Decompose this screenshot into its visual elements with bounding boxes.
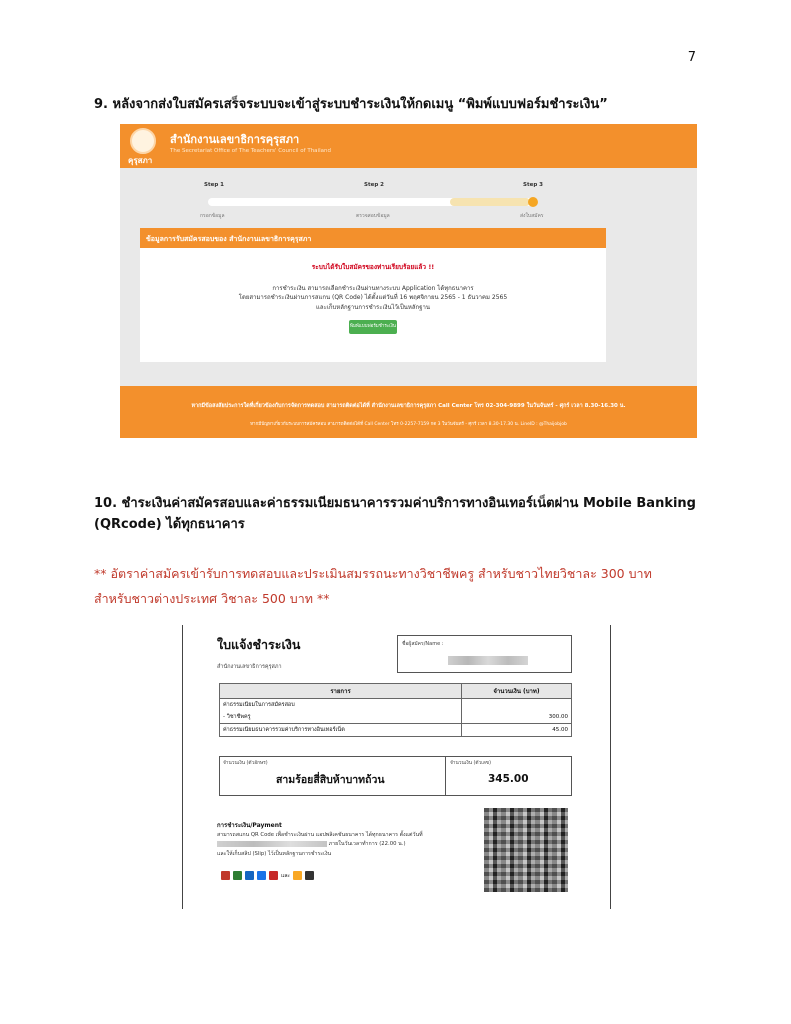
row-item: - วิชาชีพครู (220, 711, 462, 724)
footer-contact-2: หากมีปัญหาเกี่ยวกับระบบการสมัครสอบ สามารถติดต่อได้ที่ Call Center โทร 0-2257-7159 กด 3 ในวันจันทร์ - ศุกร์ เวลา 8.30-17.30 น. LineID : @Thaijobjob (250, 422, 567, 427)
amount-number-label: จำนวนเงิน (ตัวเลข) (450, 761, 491, 766)
row-item: ค่าธรรมเนียมในการสมัครสอบ (220, 699, 462, 712)
step-3-label: Step 3 (523, 182, 543, 188)
step-progress (120, 168, 697, 228)
amount-words: สามร้อยสี่สิบห้าบาทถ้วน (276, 774, 385, 786)
application-info-card (140, 228, 606, 362)
instruction-line-3: และเก็บหลักฐานการชำระเงินไว้เป็นหลักฐาน (316, 303, 430, 311)
name-label: ชื่อผู้สมัคร/Name : (402, 641, 444, 647)
fee-note-line-1: ** อัตราค่าสมัครเข้ารับการทดสอบและประเมินสมรรถนะทางวิชาชีพครู สำหรับชาวไทยวิชาละ 300 บาท (94, 566, 652, 581)
section-10-heading: 10. ชำระเงินค่าสมัครสอบและค่าธรรมเนียมธนาคารรวมค่าบริการทางอินเทอร์เน็ตผ่าน Mobile Banking (QRcode) ได้ทุกธนาคาร (94, 496, 696, 532)
progress-fill (450, 198, 530, 206)
bank-icon (245, 871, 254, 880)
fee-table (219, 683, 572, 737)
payment-title: การชำระเงิน/Payment (217, 822, 282, 829)
row-amount: 45.00 (462, 724, 572, 737)
applicant-name-box (397, 635, 572, 673)
step-3-sub: ส่งใบสมัคร (520, 213, 544, 219)
payment-invoice-screenshot (182, 625, 611, 909)
step-2-label: Step 2 (364, 182, 384, 188)
amount-words-label: จำนวนเงิน (ตัวอักษร) (223, 761, 268, 766)
instruction-line-2: โดยสามารถชำระเงินผ่านการสแกน (QR Code) ได้ตั้งแต่วันที่ 16 พฤศจิกายน 2565 - 1 ธันวาคม 2565 (238, 294, 508, 302)
logo-text: คุรุสภา (128, 156, 153, 165)
org-title: สำนักงานเลขาธิการคุรุสภา (170, 133, 300, 146)
bank-icon (293, 871, 302, 880)
invoice-org: สำนักงานเลขาธิการคุรุสภา (217, 664, 282, 670)
fee-note-line-2: สำหรับชาวต่างประเทศ วิชาละ 500 บาท ** (94, 591, 330, 606)
payment-instructions (140, 284, 606, 312)
table-row (220, 711, 572, 724)
council-logo-icon (130, 128, 156, 154)
row-item: ค่าธรรมเนียมธนาคารรวมค่าบริการทางอินเทอร์เน็ต (220, 724, 462, 737)
bank-icon-separator: และ (281, 872, 290, 879)
redacted-date (217, 841, 327, 847)
redacted-name (448, 656, 528, 665)
bank-icon (257, 871, 266, 880)
payment-line-1: สามารถสแกน QR Code เพื่อชำระเงินผ่าน แอปพลิเคชันธนาคาร ได้ทุกธนาคาร ตั้งแต่วันที่ (217, 832, 423, 838)
amount-words-cell (220, 757, 446, 795)
bank-icon (305, 871, 314, 880)
instruction-line-1: การชำระเงิน สามารถเลือกชำระเงินผ่านทางระบบ Application ได้ทุกธนาคาร (272, 285, 474, 292)
payment-line-3: และให้เก็บสลิป (Slip) ไว้เป็นหลักฐานการชำระเงิน (217, 850, 332, 857)
col-item-header: รายการ (220, 684, 462, 699)
fee-note (94, 561, 652, 611)
invoice-title: ใบแจ้งชำระเงิน (217, 637, 301, 652)
payment-line-2-wrap (217, 840, 477, 849)
qr-code-icon (484, 808, 568, 892)
row-amount (462, 699, 572, 712)
progress-current-dot (528, 197, 538, 207)
step-1-label: Step 1 (204, 182, 224, 188)
success-message: ระบบได้รับใบสมัครของท่านเรียบร้อยแล้ว !! (311, 263, 435, 271)
section-9-heading: 9. หลังจากส่งใบสมัครเสร็จระบบจะเข้าสู่ระบบชำระเงินให้กดเมนู “พิมพ์แบบฟอร์มชำระเงิน” (94, 97, 608, 112)
step-1-sub: กรอกข้อมูล (200, 213, 225, 219)
site-header (120, 124, 697, 168)
org-subtitle: The Secretariat Office of The Teachers' Council of Thailand (170, 148, 331, 154)
payment-instructions (217, 831, 477, 859)
table-row (220, 699, 572, 712)
bank-icon (233, 871, 242, 880)
registration-success-screenshot (120, 124, 697, 438)
bank-icon (269, 871, 278, 880)
step-2-sub: ตรวจสอบข้อมูล (356, 213, 390, 219)
site-footer (120, 386, 697, 438)
page-number: 7 (687, 50, 696, 65)
table-row (220, 724, 572, 737)
amount-box (219, 756, 572, 796)
bank-icons (221, 871, 314, 880)
print-payment-form-button[interactable]: พิมพ์แบบฟอร์มชำระเงิน (349, 320, 397, 334)
card-heading: ข้อมูลการรับสมัครสอบของ สำนักงานเลขาธิการคุรุสภา (140, 228, 606, 248)
footer-contact-1: หากมีข้อสงสัยประการใดที่เกี่ยวข้องกับการจัดการทดสอบ สามารถติดต่อได้ที่ สำนักงานเลขาธิการคุรุสภา Call Center โทร 02-304-9899 ในวันจันทร์ - ศุกร์ เวลา 8.30-16.30 น. (191, 403, 626, 409)
bank-icon (221, 871, 230, 880)
row-amount: 300.00 (462, 711, 572, 724)
amount-number: 345.00 (488, 773, 529, 785)
col-amount-header: จำนวนเงิน (บาท) (462, 684, 572, 699)
payment-line-2: ภายในวันเวลาทำการ (22.00 น.) (328, 841, 406, 848)
